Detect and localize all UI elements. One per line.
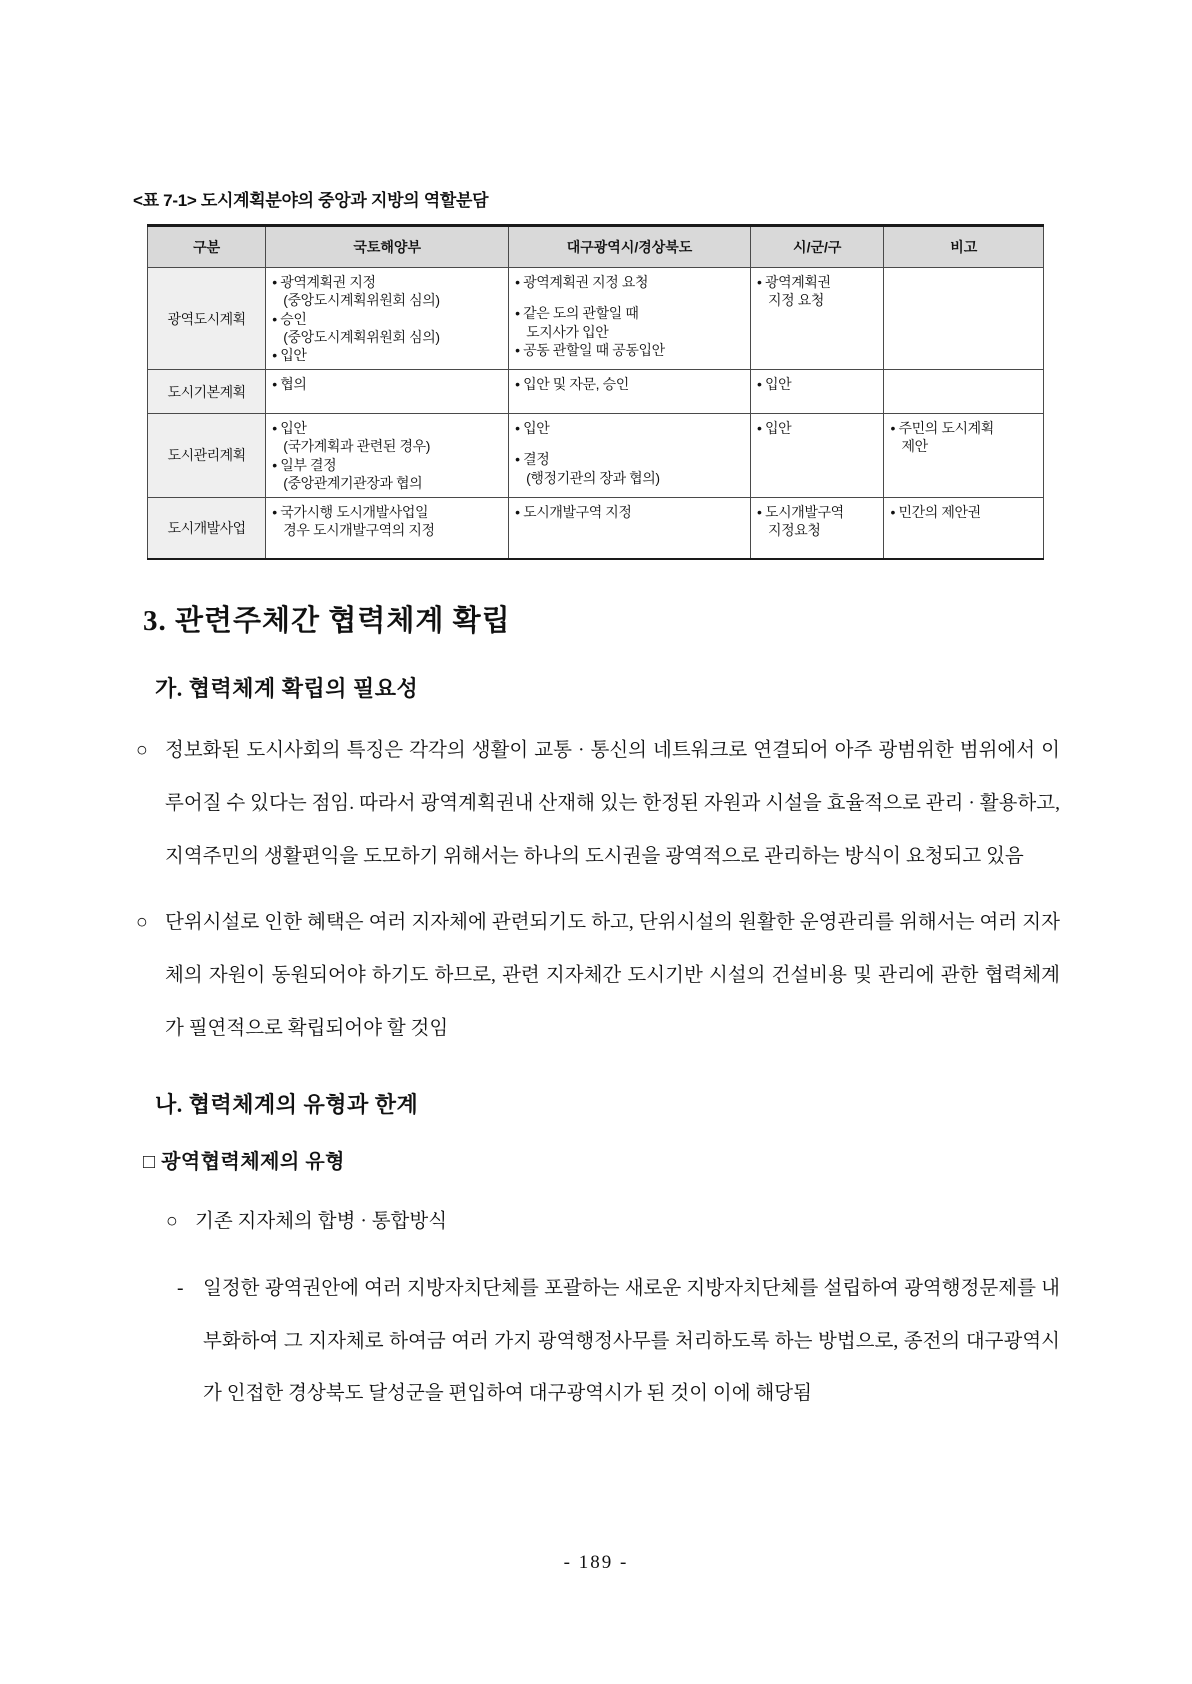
cell-note [884,370,1044,414]
cell-moct [266,414,509,498]
paragraph-text: 단위시설로 인한 혜택은 여러 지자체에 관련되기도 하고, 단위시설의 원활한 운영관리를 위해서는 여러 지자체의 자원이 동원되어야 하기도 하므로, 관련 지자체간 도시기반 시설의 건설비용 및 관리에 관한 협력체계가 필연적으로 확립되어야 할 것임 [165,912,1060,1039]
row-label: 광역도시계획 [148,268,266,370]
cell-line: (국가계획과 관련된 경우) [283,438,431,455]
cell-line: • 승인 [272,310,307,327]
cell-line: • 협의 [272,376,307,393]
header-note: 비고 [884,226,1044,268]
cell-sigungu [750,370,884,414]
cell-line: • 입안 [756,376,792,393]
cell-line: (중앙도시계획위원회 심의) [283,292,440,309]
cell-sigungu [750,268,884,370]
paragraph-text: 일정한 광역권안에 여러 지방자치단체를 포괄하는 새로운 지방자치단체를 설립하여 광역행정문제를 내부화하여 그 지자체로 하여금 여러 가지 광역행정사무를 처리하도록 하는 방법으로, 종전의 대구광역시가 인접한 경상북도 달성군을 편입하여 대구광역시가 된 것이 이에 해당됨 [203,1277,1060,1405]
circle-bullet-icon: ○ [136,740,148,762]
bullet-paragraph [133,725,1060,883]
section-heading: 3. 관련주체간 협력체계 확립 [143,605,511,638]
table-row [148,497,1044,559]
cell-daegu [509,414,751,498]
cell-note [884,414,1044,498]
cell-line: • 입안 [272,420,307,437]
role-allocation-table [147,224,1044,560]
cell-sigungu [750,414,884,498]
dash-bullet-icon: - [177,1277,184,1299]
cell-line: 제안 [901,438,928,455]
cell-line: 지정요청 [767,522,821,539]
cell-line: • 입안 [272,346,307,363]
cell-line: • 입안 [515,420,550,437]
bullet-paragraph [163,1196,1060,1249]
cell-line: • 입안 [756,420,792,437]
table-caption: <표 7-1> 도시계획분야의 중앙과 지방의 역할분담 [133,191,489,210]
cell-note [884,497,1044,559]
table-row [148,414,1044,498]
cell-line: • 민간의 제안권 [890,503,981,520]
cell-line: • 일부 결정 [272,456,337,473]
circle-bullet-icon: ○ [136,912,148,934]
cell-sigungu [750,497,884,559]
cell-line: • 결정 [515,451,550,468]
row-label: 도시관리계획 [148,414,266,498]
cell-line: (중앙도시계획위원회 심의) [283,328,440,345]
cell-line: 지정 요청 [767,292,824,309]
page-number: - 189 - [563,1552,629,1573]
cell-line: • 국가시행 도시개발사업일 [272,503,429,520]
cell-moct [266,497,509,559]
cell-daegu [509,497,751,559]
cell-daegu [509,268,751,370]
header-moct: 국토해양부 [266,226,509,268]
cell-line: • 공동 관할일 때 공동입안 [515,341,665,358]
cell-line: • 도시개발구역 [756,503,844,520]
box-heading: □ 광역협력체제의 유형 [143,1151,345,1174]
row-label: 도시기본계획 [148,370,266,414]
cell-line: • 같은 도의 관할일 때 [515,305,639,322]
cell-line: • 광역계획권 지정 요청 [515,274,649,291]
header-gubun: 구분 [148,226,266,268]
cell-line: • 주민의 도시계획 [890,420,994,437]
dash-paragraph [177,1263,1060,1421]
cell-moct [266,370,509,414]
cell-line: (중앙관계기관장과 협의 [283,474,423,491]
table-row [148,268,1044,370]
cell-moct [266,268,509,370]
cell-line: • 입안 및 자문, 승인 [515,376,629,393]
cell-line: • 광역계획권 지정 [272,274,376,291]
cell-line: (행정기관의 장과 협의) [526,469,660,486]
header-daegu-gyeongbuk: 대구광역시/경상북도 [509,226,751,268]
paragraph-text: 기존 지자체의 합병 · 통합방식 [195,1211,448,1233]
cell-line: 도지사가 입안 [526,323,609,340]
subsection-a-heading: 가. 협력체계 확립의 필요성 [155,676,419,702]
cell-line: • 광역계획권 [756,274,831,291]
cell-note [884,268,1044,370]
bullet-paragraph [133,897,1060,1055]
table-header-row [148,226,1044,268]
cell-line: 경우 도시개발구역의 지정 [283,522,435,539]
table-row [148,370,1044,414]
header-sigungu: 시/군/구 [750,226,884,268]
row-label: 도시개발사업 [148,497,266,559]
cell-daegu [509,370,751,414]
circle-bullet-icon: ○ [166,1211,178,1233]
subsection-b-heading: 나. 협력체계의 유형과 한계 [155,1092,419,1118]
paragraph-text: 정보화된 도시사회의 특징은 각각의 생활이 교통 · 통신의 네트워크로 연결되어 아주 광범위한 범위에서 이루어질 수 있다는 점임. 따라서 광역계획권내 산재해 있는 한정된 자원과 시설을 효율적으로 관리 · 활용하고, 지역주민의 생활편익을 도모하기 위해서는 하나의 도시권을 광역적으로 관리하는 방식이 요청되고 있음 [165,740,1060,867]
cell-line: • 도시개발구역 지정 [515,503,632,520]
